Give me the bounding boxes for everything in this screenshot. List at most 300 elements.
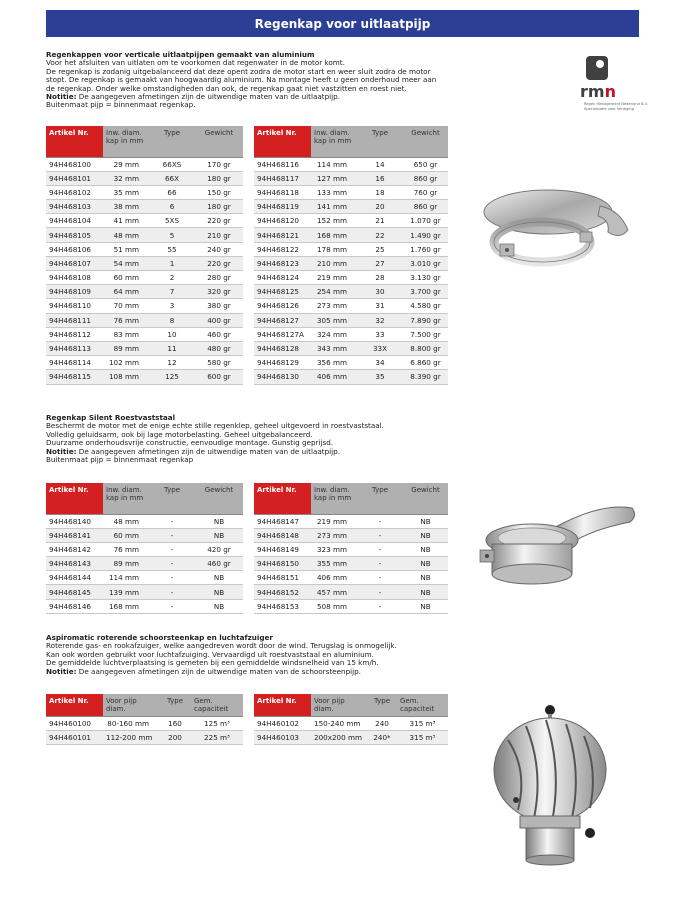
- table-cell: 150 gr: [195, 185, 243, 199]
- table-header: Voor pijp diam.: [103, 694, 159, 717]
- table-cell: NB: [195, 585, 243, 599]
- table-cell: 94H460103: [254, 731, 311, 745]
- table-cell: 760 gr: [403, 185, 448, 199]
- table-cell: 480 gr: [195, 341, 243, 355]
- table-cell: 125: [149, 370, 195, 384]
- table-cell: 8.390 gr: [403, 370, 448, 384]
- table-cell: 94H468108: [46, 271, 103, 285]
- table-cell: NB: [403, 542, 448, 556]
- table-cell: 60 mm: [103, 271, 149, 285]
- table-cell: 34: [357, 356, 403, 370]
- table-header: Gem. capaciteit: [397, 694, 448, 717]
- table-cell: 80-160 mm: [103, 717, 159, 731]
- table-cell: 10: [149, 327, 195, 341]
- table-cell: 94H460102: [254, 717, 311, 731]
- section2-table-left: [46, 483, 243, 614]
- table-cell: 315 m³: [397, 717, 448, 731]
- table-cell: 220 gr: [195, 214, 243, 228]
- table-header: Artikel Nr.: [254, 483, 311, 514]
- table-cell: 94H468102: [46, 185, 103, 199]
- table-header: Inw. diam. kap in mm: [103, 483, 149, 514]
- table-cell: 30: [357, 285, 403, 299]
- table-cell: 125 m³: [191, 717, 243, 731]
- table-cell: 94H468112: [46, 327, 103, 341]
- table-row: [46, 157, 243, 171]
- table-cell: 18: [357, 185, 403, 199]
- table-cell: 66XS: [149, 157, 195, 171]
- table-header: Voor pijp diam.: [311, 694, 367, 717]
- table-row: [254, 157, 448, 171]
- section3-table-right: [254, 694, 448, 745]
- table-row: [254, 585, 448, 599]
- table-cell: 94H468109: [46, 285, 103, 299]
- section3-line: Kan ook worden gebruikt voor luchtafzuiging. Vervaardigd uit roestvaststaal en aluminium.: [46, 649, 374, 659]
- table-header: Inw. diam. kap in mm: [311, 483, 357, 514]
- table-cell: 94H468140: [46, 514, 103, 528]
- table-cell: 89 mm: [103, 557, 149, 571]
- table-cell: -: [357, 557, 403, 571]
- table-row: [254, 557, 448, 571]
- section1-note: Notitie: De aangegeven afmetingen zijn de uitwendige maten van de uitlaatpijp.: [46, 92, 341, 102]
- table-cell: 38 mm: [103, 200, 149, 214]
- table-header: Type: [159, 694, 191, 717]
- table-cell: 94H468123: [254, 256, 311, 270]
- section1-last-line: Buitenmaat pijp = binnenmaat regenkap.: [46, 100, 196, 110]
- table-row: [254, 313, 448, 327]
- table-cell: 7: [149, 285, 195, 299]
- table-header: Gewicht: [403, 126, 448, 157]
- table-header: Artikel Nr.: [254, 126, 311, 157]
- table-header: Artikel Nr.: [254, 694, 311, 717]
- table-cell: -: [357, 585, 403, 599]
- table-cell: 114 mm: [103, 571, 149, 585]
- table-cell: 1: [149, 256, 195, 270]
- table-cell: 31: [357, 299, 403, 313]
- table-row: [254, 514, 448, 528]
- table-cell: -: [149, 599, 195, 613]
- table-cell: 127 mm: [311, 171, 357, 185]
- table-cell: 94H468103: [46, 200, 103, 214]
- table-cell: 94H468152: [254, 585, 311, 599]
- table-cell: 5XS: [149, 214, 195, 228]
- table-row: [254, 571, 448, 585]
- table-cell: 406 mm: [311, 370, 357, 384]
- table-row: [46, 528, 243, 542]
- table-cell: -: [149, 542, 195, 556]
- table-cell: 168 mm: [103, 599, 149, 613]
- table-row: [254, 200, 448, 214]
- table-cell: 41 mm: [103, 214, 149, 228]
- stainless-rain-cap-photo: [470, 500, 645, 600]
- table-header: Type: [357, 483, 403, 514]
- aluminium-rain-cap-photo: [470, 180, 650, 290]
- section2-line: Volledig geluidsarm, ook bij lage motorbelasting. Geheel uitgebalanceerd.: [46, 429, 313, 439]
- rotating-chimney-cap-photo: [488, 700, 618, 870]
- table-cell: NB: [403, 599, 448, 613]
- table-row: [46, 370, 243, 384]
- table-cell: 580 gr: [195, 356, 243, 370]
- table-cell: 66: [149, 185, 195, 199]
- table-cell: 219 mm: [311, 514, 357, 528]
- table-cell: 11: [149, 341, 195, 355]
- table-cell: 32 mm: [103, 171, 149, 185]
- table-row: [46, 214, 243, 228]
- section1-line: stopt. De regenkap is gemaakt van hoogwaardig aluminium. Na montage heeft u geen onderhoud meer aan: [46, 75, 437, 85]
- table-row: [254, 271, 448, 285]
- section1-heading: Regenkappen voor verticale uitlaatpijpen gemaakt van aluminium: [46, 50, 315, 59]
- table-row: [46, 356, 243, 370]
- table-cell: -: [149, 528, 195, 542]
- table-cell: 460 gr: [195, 327, 243, 341]
- company-logo: [578, 56, 650, 118]
- table-cell: 94H468100: [46, 157, 103, 171]
- table-cell: 133 mm: [311, 185, 357, 199]
- table-cell: NB: [403, 557, 448, 571]
- table-row: [254, 256, 448, 270]
- table-cell: -: [149, 557, 195, 571]
- table-row: [254, 731, 448, 745]
- table-cell: 33: [357, 327, 403, 341]
- table-cell: 94H468127A: [254, 327, 311, 341]
- table-cell: -: [357, 599, 403, 613]
- table-cell: -: [357, 528, 403, 542]
- table-cell: 180 gr: [195, 200, 243, 214]
- table-cell: 457 mm: [311, 585, 357, 599]
- table-row: [254, 299, 448, 313]
- table-cell: 1.760 gr: [403, 242, 448, 256]
- table-cell: 94H468147: [254, 514, 311, 528]
- table-cell: 1.490 gr: [403, 228, 448, 242]
- table-cell: 94H468146: [46, 599, 103, 613]
- table-cell: 94H468128: [254, 341, 311, 355]
- table-cell: -: [357, 514, 403, 528]
- table-cell: 108 mm: [103, 370, 149, 384]
- table-cell: 323 mm: [311, 542, 357, 556]
- table-cell: -: [357, 571, 403, 585]
- table-cell: 8.800 gr: [403, 341, 448, 355]
- table-row: [46, 171, 243, 185]
- table-cell: 508 mm: [311, 599, 357, 613]
- table-cell: 94H468126: [254, 299, 311, 313]
- section1-line: Voor het afsluiten van uitlaten om te voorkomen dat regenwater in de motor komt.: [46, 58, 345, 68]
- section2-table-right: [254, 483, 448, 614]
- table-header: Type: [367, 694, 397, 717]
- table-cell: 94H468101: [46, 171, 103, 185]
- table-cell: 76 mm: [103, 542, 149, 556]
- table-cell: NB: [403, 514, 448, 528]
- section2-line: Beschermt de motor met de enige echte stille regenklep, geheel uitgevoerd in roestvaststaal.: [46, 421, 384, 431]
- section3-heading: Aspiromatic roterende schoorsteenkap en luchtafzuiger: [46, 633, 273, 642]
- table-cell: 178 mm: [311, 242, 357, 256]
- table-cell: 3.700 gr: [403, 285, 448, 299]
- table-header: Gem. capaciteit: [191, 694, 243, 717]
- table-cell: 76 mm: [103, 313, 149, 327]
- table-cell: 89 mm: [103, 341, 149, 355]
- table-cell: 66X: [149, 171, 195, 185]
- table-cell: 3.010 gr: [403, 256, 448, 270]
- table-cell: 48 mm: [103, 228, 149, 242]
- table-cell: 860 gr: [403, 171, 448, 185]
- table-cell: 210 mm: [311, 256, 357, 270]
- table-cell: 29 mm: [103, 157, 149, 171]
- table-header: Artikel Nr.: [46, 694, 103, 717]
- section3-note: Notitie: De aangegeven afmetingen zijn de uitwendige maten van de schoorsteenpijp.: [46, 666, 361, 676]
- table-row: [46, 542, 243, 556]
- table-cell: 94H468149: [254, 542, 311, 556]
- table-header: Inw. diam. kap in mm: [103, 126, 149, 157]
- table-row: [46, 571, 243, 585]
- table-cell: 2: [149, 271, 195, 285]
- table-cell: NB: [195, 528, 243, 542]
- table-cell: 254 mm: [311, 285, 357, 299]
- table-row: [46, 717, 243, 731]
- table-row: [46, 327, 243, 341]
- table-cell: 94H468118: [254, 185, 311, 199]
- table-cell: 94H468113: [46, 341, 103, 355]
- table-cell: 600 gr: [195, 370, 243, 384]
- table-cell: 60 mm: [103, 528, 149, 542]
- table-cell: 21: [357, 214, 403, 228]
- table-cell: 94H468121: [254, 228, 311, 242]
- table-cell: 315 m³: [397, 731, 448, 745]
- section3-description: [46, 634, 446, 676]
- section3-line: Roterende gas- en rookafzuiger, welke aangedreven wordt door de wind. Terugslag is onmogelijk.: [46, 641, 397, 651]
- table-cell: 16: [357, 171, 403, 185]
- table-cell: 94H468117: [254, 171, 311, 185]
- table-cell: 94H468116: [254, 157, 311, 171]
- table-cell: 650 gr: [403, 157, 448, 171]
- section2-last-line: Buitenmaat pijp = binnenmaat regenkap: [46, 455, 194, 465]
- table-cell: -: [357, 542, 403, 556]
- table-cell: 4.580 gr: [403, 299, 448, 313]
- table-cell: 94H468104: [46, 214, 103, 228]
- table-cell: 210 gr: [195, 228, 243, 242]
- table-cell: 356 mm: [311, 356, 357, 370]
- table-cell: 240: [367, 717, 397, 731]
- table-row: [254, 599, 448, 613]
- table-cell: 14: [357, 157, 403, 171]
- table-cell: 94H468105: [46, 228, 103, 242]
- table-cell: 5: [149, 228, 195, 242]
- table-cell: 94H468141: [46, 528, 103, 542]
- logo-subtitle: Regen Management Nederland B.V. Specialisatie voor Verdiging: [584, 102, 648, 111]
- table-cell: 460 gr: [195, 557, 243, 571]
- table-row: [46, 242, 243, 256]
- table-row: [46, 585, 243, 599]
- table-cell: 8: [149, 313, 195, 327]
- table-cell: 273 mm: [311, 528, 357, 542]
- table-cell: 7.890 gr: [403, 313, 448, 327]
- table-cell: 94H468120: [254, 214, 311, 228]
- table-cell: 94H460101: [46, 731, 103, 745]
- table-cell: 225 m³: [191, 731, 243, 745]
- table-cell: 860 gr: [403, 200, 448, 214]
- table-cell: 54 mm: [103, 256, 149, 270]
- table-cell: 94H468125: [254, 285, 311, 299]
- table-cell: 112-200 mm: [103, 731, 159, 745]
- table-row: [254, 717, 448, 731]
- table-cell: 3.130 gr: [403, 271, 448, 285]
- section3-table-left: [46, 694, 243, 745]
- table-cell: 200: [159, 731, 191, 745]
- table-cell: 94H468119: [254, 200, 311, 214]
- table-cell: 280 gr: [195, 271, 243, 285]
- table-cell: 94H468110: [46, 299, 103, 313]
- table-cell: 152 mm: [311, 214, 357, 228]
- table-cell: 355 mm: [311, 557, 357, 571]
- table-cell: 32: [357, 313, 403, 327]
- table-cell: 94H468145: [46, 585, 103, 599]
- logo-mark-icon: [586, 56, 608, 80]
- table-cell: 160: [159, 717, 191, 731]
- table-cell: 25: [357, 242, 403, 256]
- table-cell: 139 mm: [103, 585, 149, 599]
- table-row: [46, 299, 243, 313]
- table-cell: 94H468111: [46, 313, 103, 327]
- table-cell: 94H468106: [46, 242, 103, 256]
- table-row: [254, 185, 448, 199]
- table-cell: 27: [357, 256, 403, 270]
- table-cell: 200x200 mm: [311, 731, 367, 745]
- table-header: Inw. diam. kap in mm: [311, 126, 357, 157]
- table-row: [254, 171, 448, 185]
- table-cell: 6.860 gr: [403, 356, 448, 370]
- section2-line: Duurzame onderhoudsvrije constructie, eenvoudige montage. Gunstig geprijsd.: [46, 438, 334, 448]
- table-cell: 305 mm: [311, 313, 357, 327]
- table-cell: 240 gr: [195, 242, 243, 256]
- table-header: Type: [149, 483, 195, 514]
- table-cell: 94H468151: [254, 571, 311, 585]
- table-row: [254, 356, 448, 370]
- table-header: Gewicht: [403, 483, 448, 514]
- table-row: [46, 285, 243, 299]
- table-header: Gewicht: [195, 483, 243, 514]
- table-cell: 94H468122: [254, 242, 311, 256]
- table-row: [46, 731, 243, 745]
- table-header: Type: [357, 126, 403, 157]
- table-row: [46, 313, 243, 327]
- table-cell: 48 mm: [103, 514, 149, 528]
- table-row: [46, 271, 243, 285]
- section1-table-right: [254, 126, 448, 385]
- table-cell: 51 mm: [103, 242, 149, 256]
- table-cell: 94H468144: [46, 571, 103, 585]
- table-row: [46, 341, 243, 355]
- table-row: [254, 327, 448, 341]
- table-cell: 94H468107: [46, 256, 103, 270]
- table-cell: -: [149, 514, 195, 528]
- table-cell: 114 mm: [311, 157, 357, 171]
- table-cell: 12: [149, 356, 195, 370]
- table-header: Gewicht: [195, 126, 243, 157]
- table-row: [46, 557, 243, 571]
- table-cell: NB: [403, 571, 448, 585]
- table-cell: 420 gr: [195, 542, 243, 556]
- table-row: [254, 228, 448, 242]
- table-cell: 94H468130: [254, 370, 311, 384]
- table-cell: 7.500 gr: [403, 327, 448, 341]
- table-row: [46, 514, 243, 528]
- table-row: [254, 528, 448, 542]
- table-cell: 83 mm: [103, 327, 149, 341]
- table-row: [46, 200, 243, 214]
- table-cell: 33X: [357, 341, 403, 355]
- table-cell: 94H460100: [46, 717, 103, 731]
- table-cell: 1.070 gr: [403, 214, 448, 228]
- table-row: [46, 599, 243, 613]
- table-row: [254, 341, 448, 355]
- table-cell: 70 mm: [103, 299, 149, 313]
- table-cell: 220 gr: [195, 256, 243, 270]
- table-cell: 400 gr: [195, 313, 243, 327]
- table-cell: 94H468143: [46, 557, 103, 571]
- section1-line: de regenkap. Onder welke omstandigheden dan ook, de regenkap gaat niet vastzitten en roest niet.: [46, 83, 407, 93]
- table-cell: 170 gr: [195, 157, 243, 171]
- table-cell: 240*: [367, 731, 397, 745]
- table-cell: 102 mm: [103, 356, 149, 370]
- table-cell: 94H468124: [254, 271, 311, 285]
- table-cell: 28: [357, 271, 403, 285]
- section2-note: Notitie: De aangegeven afmetingen zijn de uitwendige maten van de uitlaatpijp.: [46, 446, 341, 456]
- table-cell: 94H468127: [254, 313, 311, 327]
- section3-line: De gemiddelde luchtverplaatsing is gemeten bij een gemiddelde windsnelheid van 15 km/h.: [46, 658, 379, 668]
- section1-table-left: [46, 126, 243, 385]
- table-cell: 3: [149, 299, 195, 313]
- logo-wordmark: rmn: [580, 82, 616, 101]
- section2-heading: Regenkap Silent Roestvaststaal: [46, 413, 176, 422]
- table-cell: 343 mm: [311, 341, 357, 355]
- table-cell: 6: [149, 200, 195, 214]
- table-cell: 324 mm: [311, 327, 357, 341]
- table-cell: 55: [149, 242, 195, 256]
- table-cell: 94H468142: [46, 542, 103, 556]
- table-cell: 168 mm: [311, 228, 357, 242]
- table-cell: NB: [195, 599, 243, 613]
- table-cell: -: [149, 571, 195, 585]
- table-cell: 273 mm: [311, 299, 357, 313]
- table-cell: 94H468129: [254, 356, 311, 370]
- table-cell: 94H468115: [46, 370, 103, 384]
- table-header: Artikel Nr.: [46, 126, 103, 157]
- table-cell: 380 gr: [195, 299, 243, 313]
- table-row: [254, 285, 448, 299]
- table-row: [46, 228, 243, 242]
- table-cell: 94H468148: [254, 528, 311, 542]
- section1-line: De regenkap is zodanig uitgebalanceerd dat deze opent zodra de motor start en weer sluit zodra de motor: [46, 66, 431, 76]
- table-cell: 94H468114: [46, 356, 103, 370]
- section2-description: [46, 414, 446, 464]
- table-header: Artikel Nr.: [46, 483, 103, 514]
- table-cell: 94H468153: [254, 599, 311, 613]
- table-cell: 35: [357, 370, 403, 384]
- table-cell: 320 gr: [195, 285, 243, 299]
- table-row: [254, 542, 448, 556]
- table-row: [254, 242, 448, 256]
- table-row: [46, 185, 243, 199]
- table-cell: NB: [195, 514, 243, 528]
- table-cell: 22: [357, 228, 403, 242]
- section1-description: [46, 51, 446, 110]
- table-cell: 406 mm: [311, 571, 357, 585]
- table-cell: 180 gr: [195, 171, 243, 185]
- table-row: [46, 256, 243, 270]
- table-cell: NB: [403, 528, 448, 542]
- page-title: Regenkap voor uitlaatpijp: [46, 10, 639, 37]
- table-cell: 94H468150: [254, 557, 311, 571]
- table-cell: NB: [403, 585, 448, 599]
- table-header: Type: [149, 126, 195, 157]
- table-cell: -: [149, 585, 195, 599]
